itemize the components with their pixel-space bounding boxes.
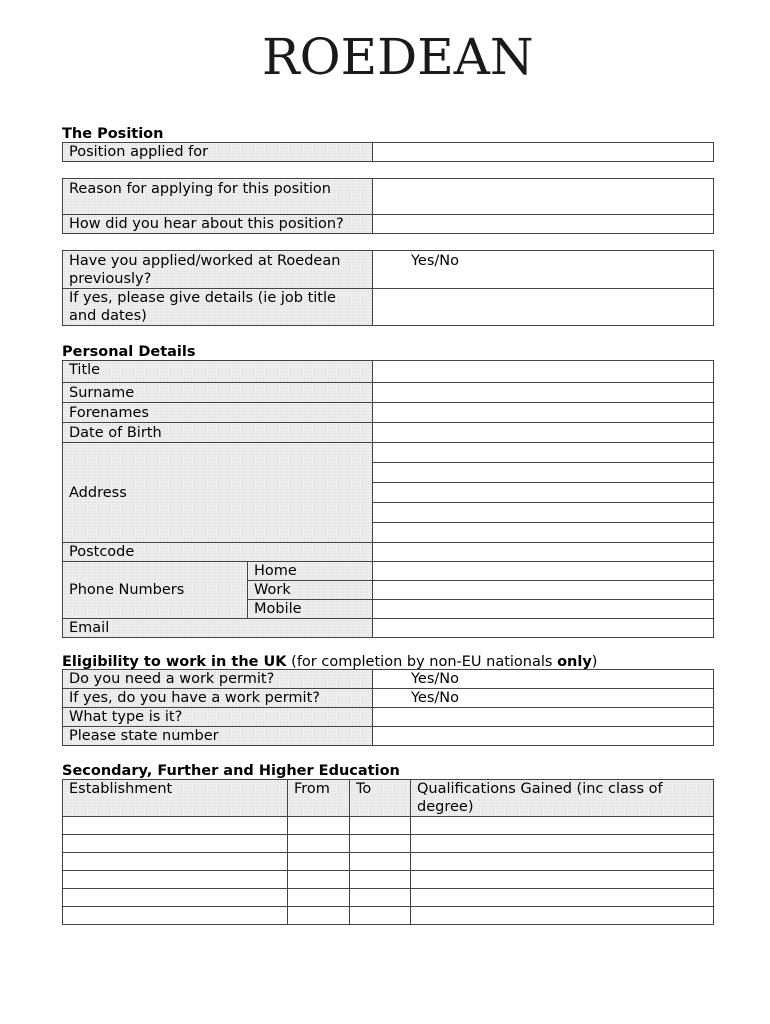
roedean-logo: ROEDEAN <box>262 28 534 86</box>
applied-before-value[interactable]: Yes/No <box>373 251 714 289</box>
need-permit-label: Do you need a work permit? <box>63 670 373 689</box>
title-field[interactable] <box>373 361 714 383</box>
to-header: To <box>350 780 411 817</box>
phone-work-field[interactable] <box>373 581 714 600</box>
education-cell[interactable] <box>288 889 350 907</box>
education-cell[interactable] <box>350 853 411 871</box>
forenames-field[interactable] <box>373 403 714 423</box>
permit-type-label: What type is it? <box>63 708 373 727</box>
education-cell[interactable] <box>411 871 714 889</box>
need-permit-value[interactable]: Yes/No <box>373 670 714 689</box>
education-cell[interactable] <box>350 907 411 925</box>
education-cell[interactable] <box>288 871 350 889</box>
how-hear-field[interactable] <box>373 215 714 234</box>
how-hear-label: How did you hear about this position? <box>63 215 373 234</box>
education-cell[interactable] <box>288 853 350 871</box>
reason-field[interactable] <box>373 179 714 215</box>
permit-number-field[interactable] <box>373 727 714 746</box>
personal-details-table <box>62 360 714 638</box>
address-line-1[interactable] <box>373 443 714 463</box>
education-cell[interactable] <box>350 835 411 853</box>
details-field[interactable] <box>373 289 714 326</box>
education-cell[interactable] <box>350 817 411 835</box>
phone-numbers-label: Phone Numbers <box>63 562 248 619</box>
phone-home-label: Home <box>248 562 373 581</box>
education-cell[interactable] <box>288 907 350 925</box>
section-heading-position: The Position <box>62 126 164 142</box>
postcode-field[interactable] <box>373 543 714 562</box>
dob-label: Date of Birth <box>63 423 373 443</box>
education-cell[interactable] <box>411 889 714 907</box>
phone-mobile-label: Mobile <box>248 600 373 619</box>
education-cell[interactable] <box>350 889 411 907</box>
section-heading-education: Secondary, Further and Higher Education <box>62 763 400 779</box>
eligibility-heading-bold: Eligibility to work in the UK <box>62 654 287 670</box>
details-label: If yes, please give details (ie job title and dates) <box>63 289 373 326</box>
education-table <box>62 779 714 925</box>
email-label: Email <box>63 619 373 638</box>
reason-label: Reason for applying for this position <box>63 179 373 215</box>
position-applied-for-field[interactable] <box>373 143 714 162</box>
eligibility-heading-only: only <box>557 654 592 670</box>
education-cell[interactable] <box>63 889 288 907</box>
position-applied-for-label: Position applied for <box>63 143 373 162</box>
title-label: Title <box>63 361 373 383</box>
education-cell[interactable] <box>63 817 288 835</box>
surname-label: Surname <box>63 383 373 403</box>
address-line-2[interactable] <box>373 463 714 483</box>
reason-table <box>62 178 714 234</box>
eligibility-heading-note: (for completion by non-EU nationals <box>286 654 558 670</box>
education-cell[interactable] <box>411 907 714 925</box>
address-line-5[interactable] <box>373 523 714 543</box>
from-header: From <box>288 780 350 817</box>
eligibility-table <box>62 669 714 746</box>
applied-before-label: Have you applied/worked at Roedean previously? <box>63 251 373 289</box>
education-cell[interactable] <box>63 907 288 925</box>
eligibility-heading-close: ) <box>591 654 598 670</box>
email-field[interactable] <box>373 619 714 638</box>
education-cell[interactable] <box>63 835 288 853</box>
surname-field[interactable] <box>373 383 714 403</box>
qualifications-header: Qualifications Gained (inc class of degree) <box>411 780 714 817</box>
position-applied-table <box>62 142 714 162</box>
education-cell[interactable] <box>350 871 411 889</box>
education-cell[interactable] <box>288 817 350 835</box>
permit-type-field[interactable] <box>373 708 714 727</box>
education-cell[interactable] <box>411 817 714 835</box>
education-cell[interactable] <box>411 853 714 871</box>
postcode-label: Postcode <box>63 543 373 562</box>
phone-work-label: Work <box>248 581 373 600</box>
address-label: Address <box>63 443 373 543</box>
forenames-label: Forenames <box>63 403 373 423</box>
dob-field[interactable] <box>373 423 714 443</box>
education-cell[interactable] <box>288 835 350 853</box>
phone-home-field[interactable] <box>373 562 714 581</box>
address-line-3[interactable] <box>373 483 714 503</box>
permit-number-label: Please state number <box>63 727 373 746</box>
have-permit-label: If yes, do you have a work permit? <box>63 689 373 708</box>
address-line-4[interactable] <box>373 503 714 523</box>
establishment-header: Establishment <box>63 780 288 817</box>
education-cell[interactable] <box>63 871 288 889</box>
phone-mobile-field[interactable] <box>373 600 714 619</box>
education-cell[interactable] <box>411 835 714 853</box>
section-heading-personal: Personal Details <box>62 344 196 360</box>
applied-before-table <box>62 250 714 326</box>
education-cell[interactable] <box>63 853 288 871</box>
have-permit-value[interactable]: Yes/No <box>373 689 714 708</box>
